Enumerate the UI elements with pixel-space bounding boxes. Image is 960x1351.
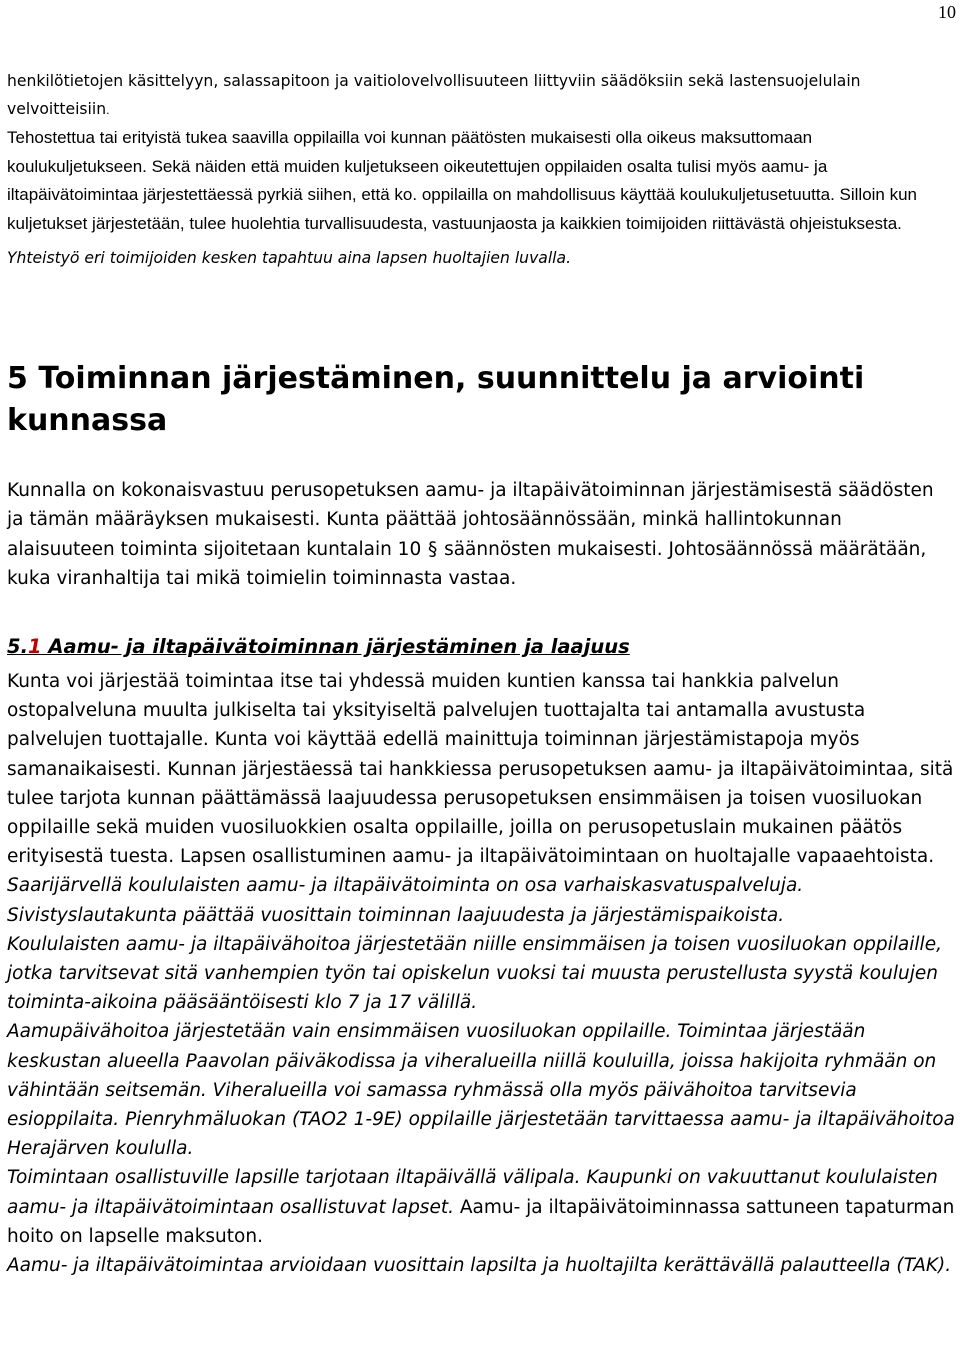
section-5-text-2: säännösten mukaisesti. Johtosäännössä määrätään, kuka viranhaltija tai mikä toimielin toiminnasta vastaa. bbox=[7, 538, 927, 589]
paragraph-transport bbox=[7, 68, 955, 239]
text-accident-care: Aamu- ja iltapäivätoiminnassa sattuneen tapaturman hoito on lapselle maksuton. bbox=[7, 1196, 955, 1247]
italic-care-hours: Koululaisten aamu- ja iltapäivähoitoa järjestetään niille ensimmäisen ja toisen vuosiluokan oppilaille, jotka tarvitsevat sitä vanhempien työn tai opiskelun vuoksi tai muusta perustellusta syystä koulujen toiminta-aikoina pääsääntöisesti klo 7 ja 17 välillä. bbox=[7, 933, 942, 1014]
section-5-1-number: 5. bbox=[7, 634, 28, 658]
italic-evaluation: Aamu- ja iltapäivätoimintaa arvioidaan vuosittain lapsilta ja huoltajilta kerättävällä palautteella (TAK). bbox=[7, 1255, 952, 1277]
text-support-transport: Tehostettua tai erityistä tukea saavilla oppilailla voi kunnan päätösten mukaisesti olla oikeus maksuttomaan koulukuljetukseen. bbox=[7, 128, 813, 176]
text-legislation: henkilötietojen käsittelyyn, salassapitoon ja vaitiolovelvollisuuteen liittyviin säädöksiin sekä lastensuojelulain velvoitteisiin bbox=[7, 72, 861, 118]
section-5-1-heading bbox=[7, 633, 955, 661]
section-5-1-number-red: 1 bbox=[27, 634, 42, 658]
document-body bbox=[7, 68, 955, 1280]
section-5-heading: 5 Toiminnan järjestäminen, suunnittelu ja arviointi kunnassa bbox=[7, 361, 865, 439]
section-5-1-main-text: Kunta voi järjestää toimintaa itse tai yhdessä muiden kuntien kanssa tai hankkia palvelun ostopalveluna muulta julkiselta tai yksityiseltä palvelujen tuottajalta tai antamalla avustusta palvelujen tuottajalle. Kunta voi käyttää edellä mainittuja toiminnan järjestämistapoja myös samanaikaisesti. Kunnan järjestäessä tai hankkiessa perusopetuksen aamu- ja iltapäivätoimintaa, sitä tulee tarjota kunnan päättämässä laajuudessa perusopetuksen ensimmäisen ja toisen vuosiluokan oppilaille sekä muiden vuosiluokkien osalta oppilaille, joilla on perusopetuslain mukainen päätös erityisestä tuesta. Lapsen osallistuminen aamu- ja iltapäivätoimintaan on huoltajalle vapaaehtoista. bbox=[7, 670, 954, 868]
italic-morning-care: Aamupäivähoitoa järjestetään vain ensimmäisen vuosiluokan oppilaille. Toimintaa järjestään keskustan alueella Paavolan päiväkodissa ja viheralueilla niillä kouluilla, joissa hakijoita ryhmään on vähintään seitsemän. Viheralueilla voi samassa ryhmässä olla myös päivähoitoa tarvitsevia esioppilaita. Pienryhmäluokan (TAO2 1-9E) oppilaille järjestetään tarvittaessa aamu- ja iltapäivähoitoa Herajärven koululla. bbox=[7, 1021, 955, 1160]
page-number: 10 bbox=[938, 2, 956, 22]
cooperation-note: Yhteistyö eri toimijoiden kesken tapahtuu aina lapsen huoltajien luvalla. bbox=[7, 248, 572, 267]
italic-saarijarvi: Saarijärvellä koululaisten aamu- ja iltapäivätoiminta on osa varhaiskasvatuspalveluja. bbox=[7, 875, 804, 897]
section-5-paragraph bbox=[7, 476, 955, 593]
section-5-1-paragraph bbox=[7, 667, 955, 1280]
section-sign: § bbox=[428, 538, 438, 560]
italic-committee: Sivistyslautakunta päättää vuosittain toiminnan laajuudesta ja järjestämispaikoista. bbox=[7, 904, 785, 926]
italic-snack-insurance: Toimintaan osallistuville lapsille tarjotaan iltapäivällä välipala. Kaupunki on vakuuttanut koululaisten aamu- ja iltapäivätoimintaan osallistuvat lapset. bbox=[7, 1167, 938, 1218]
section-5-1-title: Aamu- ja iltapäivätoiminnan järjestäminen ja laajuus bbox=[41, 634, 630, 658]
text-period: . bbox=[106, 103, 110, 117]
text-transport-arrangement: Sekä näiden että muiden kuljetukseen oikeutettujen oppilaiden osalta tulisi myös aamu- ja iltapäivätoimintaa järjestettäessä pyrkiä siihen, että ko. oppilailla on mahdollisuus käyttää koulukuljetusetuutta. Silloin kun kuljetukset järjestetään, tulee huolehtia turvallisuudesta, vastuunjaosta ja kaikkien toimijoiden riittävästä ohjeistuksesta. bbox=[7, 156, 918, 233]
section-5-text-1: Kunnalla on kokonaisvastuu perusopetuksen aamu- ja iltapäivätoiminnan järjestämisestä säädösten ja tämän määräyksen mukaisesti. Kunta päättää johtosäännössään, minkä hallintokunnan alaisuuteen toiminta sijoitetaan kuntalain 10 bbox=[7, 480, 934, 560]
